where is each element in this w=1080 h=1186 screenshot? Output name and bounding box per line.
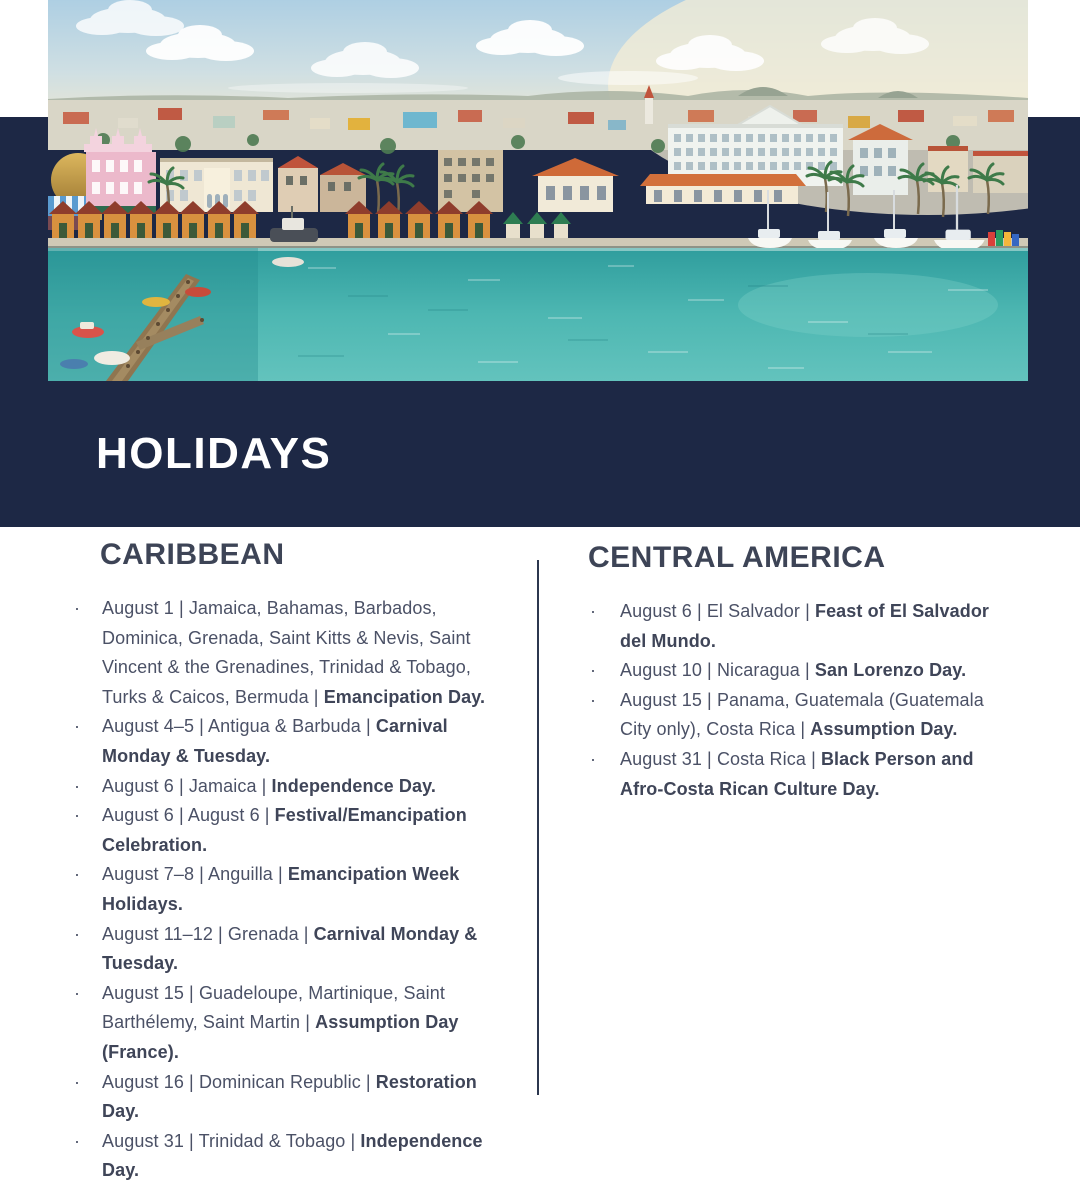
bullet-icon: · [74, 598, 80, 618]
holiday-date-countries: August 15 | Guadeloupe, Martinique, Saint Barthélemy, Saint Martin | [102, 982, 445, 1033]
holiday-item-text [102, 1127, 512, 1186]
holiday-item [72, 594, 512, 712]
holiday-item [72, 801, 512, 860]
holiday-name: Feast of El Salvador del Mundo. [620, 601, 990, 651]
holiday-name: Black Person and Afro-Costa Rican Culture Day. [620, 748, 974, 799]
holiday-name: Carnival Monday & Tuesday. [102, 716, 448, 766]
holiday-name: Independence Day. [271, 775, 436, 796]
holiday-item-text [102, 594, 512, 712]
holiday-item-text [102, 712, 512, 771]
bullet-icon: · [74, 805, 80, 826]
hero-photo [48, 0, 1028, 381]
bullet-icon: · [590, 748, 596, 769]
bullet-icon: · [74, 716, 80, 737]
holiday-name: Independence Day. [102, 1130, 483, 1181]
bullet-icon: · [74, 864, 80, 885]
section-caribbean [72, 538, 512, 1186]
holiday-item [72, 1127, 512, 1186]
holiday-name: Assumption Day (France). [102, 1012, 459, 1062]
holiday-item [72, 1068, 512, 1127]
caribbean-holiday-list [72, 594, 512, 1186]
holiday-item-text [102, 979, 512, 1068]
bullet-icon: · [74, 923, 80, 944]
holiday-date-countries: August 15 | Panama, Guatemala (Guatemala City only), Costa Rica | [620, 689, 984, 740]
holiday-name: San Lorenzo Day. [814, 660, 967, 681]
holiday-item-text [620, 745, 1000, 804]
holiday-item [72, 860, 512, 919]
section-heading-central-america: CENTRAL AMERICA [588, 541, 886, 574]
holiday-item-text [102, 860, 512, 919]
holiday-date-countries: August 31 | Costa Rica | [620, 748, 821, 769]
holiday-date-countries: August 7–8 | Anguilla | [102, 864, 288, 885]
holiday-date-countries: August 10 | Nicaragua | [620, 660, 815, 681]
holiday-date-countries: August 6 | Jamaica | [102, 775, 272, 796]
bullet-icon: · [74, 775, 80, 796]
holiday-name: Festival/Emancipation Celebration. [102, 805, 467, 855]
column-divider [537, 560, 539, 1095]
holiday-date-countries: August 1 | Jamaica, Bahamas, Barbados, Dominica, Grenada, Saint Kitts & Nevis, Saint Vincent & the Grenadines, Trinidad & Tobago, Turks & Caicos, Bermuda | [102, 598, 471, 707]
holiday-date-countries: August 6 | August 6 | [102, 805, 275, 826]
bullet-icon: · [590, 660, 596, 681]
holiday-item [72, 979, 512, 1068]
holiday-item-text [620, 656, 966, 686]
holiday-item [72, 920, 512, 979]
holiday-item-text [102, 801, 512, 860]
holiday-date-countries: August 31 | Trinidad & Tobago | [102, 1130, 361, 1151]
holiday-item-text [620, 686, 1000, 745]
holiday-item-text [102, 920, 512, 979]
holiday-date-countries: August 4–5 | Antigua & Barbuda | [102, 716, 376, 737]
holiday-name: Restoration Day. [102, 1071, 477, 1122]
holiday-item [588, 656, 1000, 686]
bullet-icon: · [74, 1071, 80, 1092]
bullet-icon: · [590, 601, 596, 621]
bullet-icon: · [74, 1130, 80, 1151]
holiday-name: Carnival Monday & Tuesday. [102, 923, 478, 974]
holiday-name: Emancipation Day. [323, 686, 486, 707]
central-america-holiday-list [588, 597, 1000, 804]
page-title: HOLIDAYS [96, 429, 332, 478]
holiday-item [588, 686, 1000, 745]
holiday-item [72, 772, 512, 802]
section-central-america [588, 541, 1000, 804]
water [48, 248, 1028, 381]
holiday-date-countries: August 11–12 | Grenada | [102, 923, 314, 944]
holiday-name: Assumption Day. [810, 719, 958, 740]
bullet-icon: · [74, 982, 80, 1003]
holiday-item [588, 745, 1000, 804]
holiday-item-text [102, 1068, 512, 1127]
holiday-date-countries: August 6 | El Salvador | [620, 601, 815, 621]
holiday-name: Emancipation Week Holidays. [102, 864, 460, 914]
bullet-icon: · [590, 689, 596, 710]
holiday-item [588, 597, 1000, 656]
holiday-item-text [102, 772, 436, 802]
holiday-item-text [620, 597, 1000, 656]
holiday-item [72, 712, 512, 771]
section-heading-caribbean: CARIBBEAN [100, 538, 285, 571]
holiday-date-countries: August 16 | Dominican Republic | [102, 1071, 376, 1092]
